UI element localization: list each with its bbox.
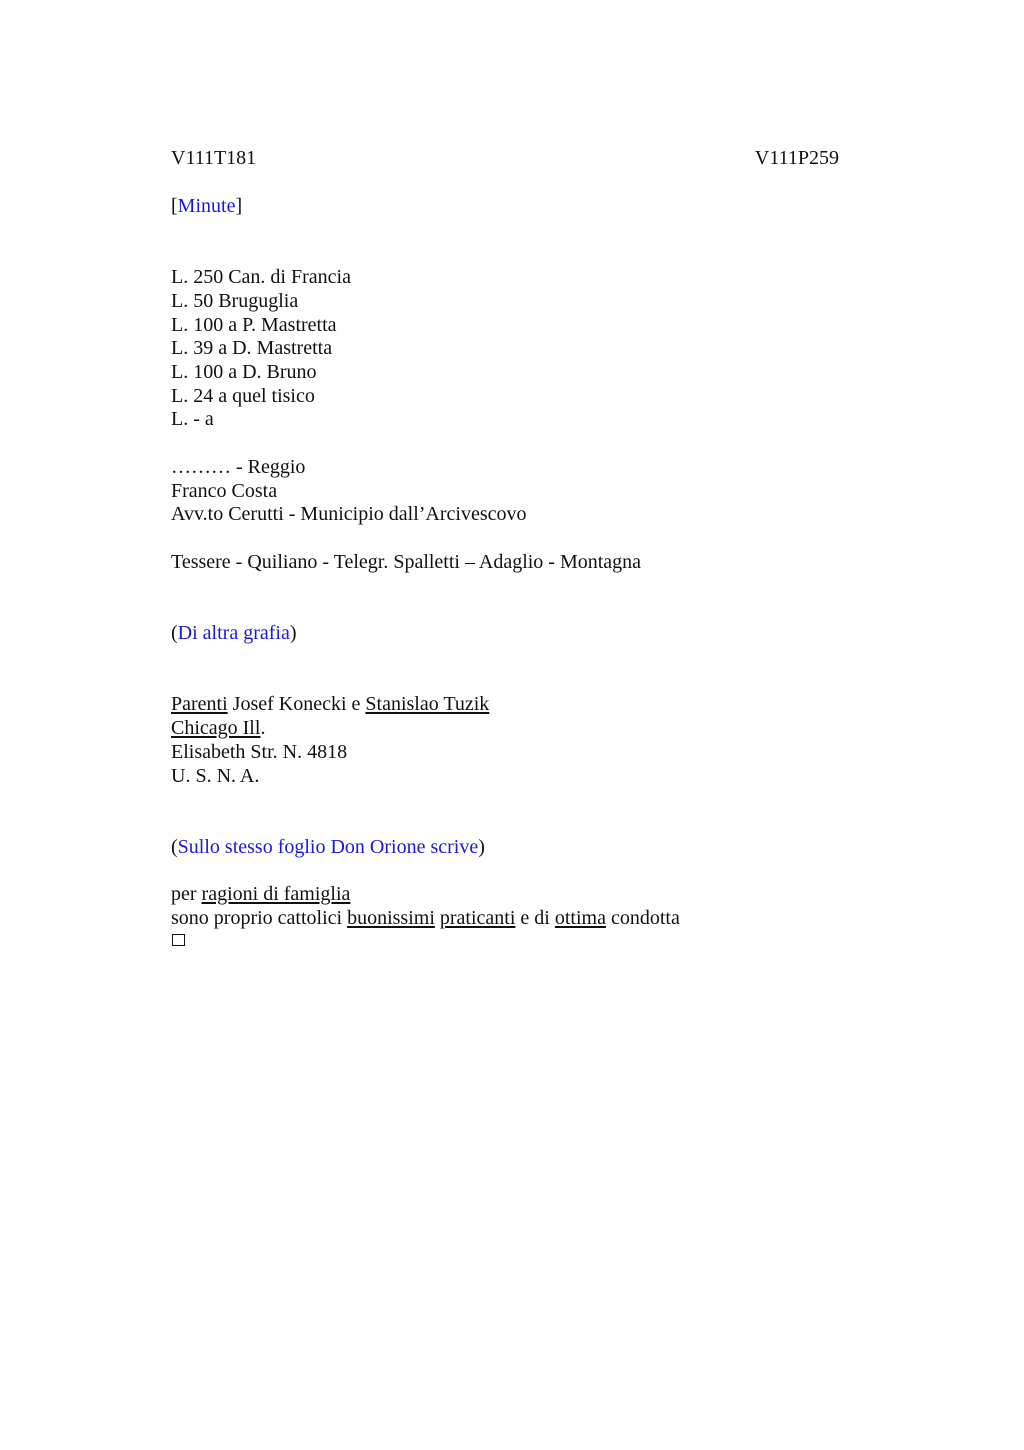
sono-text: sono proprio cattolici [171,907,348,929]
condotta-text: condotta [605,907,680,929]
minute-note [171,194,242,218]
expense-line: L. 50 Bruguglia [171,290,299,312]
expense-line: L. 100 a D. Bruno [171,361,317,383]
empty-square-icon [172,934,185,946]
contact-line: Franco Costa [171,480,278,502]
ottima-word: ottima [554,907,606,929]
header-left-code: V111T181 [171,147,257,169]
expense-line: L. 24 a quel tisico [171,385,315,407]
final-line-2 [171,906,680,930]
chicago-dot: . [260,717,266,739]
other-hand-note [171,621,297,645]
paren-open: ( [171,622,178,644]
address-street: Elisabeth Str. N. 4818 [171,741,348,763]
paren-close: ) [289,622,297,644]
praticanti-word: praticanti [439,907,516,929]
other-hand-label: Di altra grafia [177,622,290,644]
ragioni-text: ragioni di famiglia [201,883,351,905]
paren-close: ) [478,836,485,858]
bracket-close: ] [235,195,243,217]
final-line-1 [171,882,350,906]
orione-label: Sullo stesso foglio Don Orione scrive [177,836,479,858]
edi-text: e di [515,907,555,929]
chicago-text: Chicago Ill [171,717,261,739]
contact-line: ……… - Reggio [171,456,306,478]
orione-note [171,835,485,859]
per-text: per [171,883,202,905]
bracket-open: [ [171,195,178,217]
address-city [171,716,265,740]
document-page [171,0,839,1450]
address-country: U. S. N. A. [171,765,260,787]
paren-open: ( [171,836,178,858]
tessere-line: Tessere - Quiliano - Telegr. Spalletti – Adaglio - Montagna [171,551,642,573]
expense-line: L. 100 a P. Mastretta [171,314,337,336]
address-names [171,692,489,716]
contact-line: Avv.to Cerutti - Municipio dall’Arcivescovo [171,503,527,525]
buonissimi-word: buonissimi [347,907,435,929]
expense-line: L. - a [171,408,214,430]
parenti-word: Parenti [171,693,228,715]
expense-line: L. 250 Can. di Francia [171,266,351,288]
expense-line: L. 39 a D. Mastretta [171,337,333,359]
minute-label: Minute [177,195,236,217]
header-right-code: V111P259 [754,147,839,169]
stanislao-name: Stanislao Tuzik [365,693,490,715]
josef-text: Josef Konecki e [227,693,366,715]
